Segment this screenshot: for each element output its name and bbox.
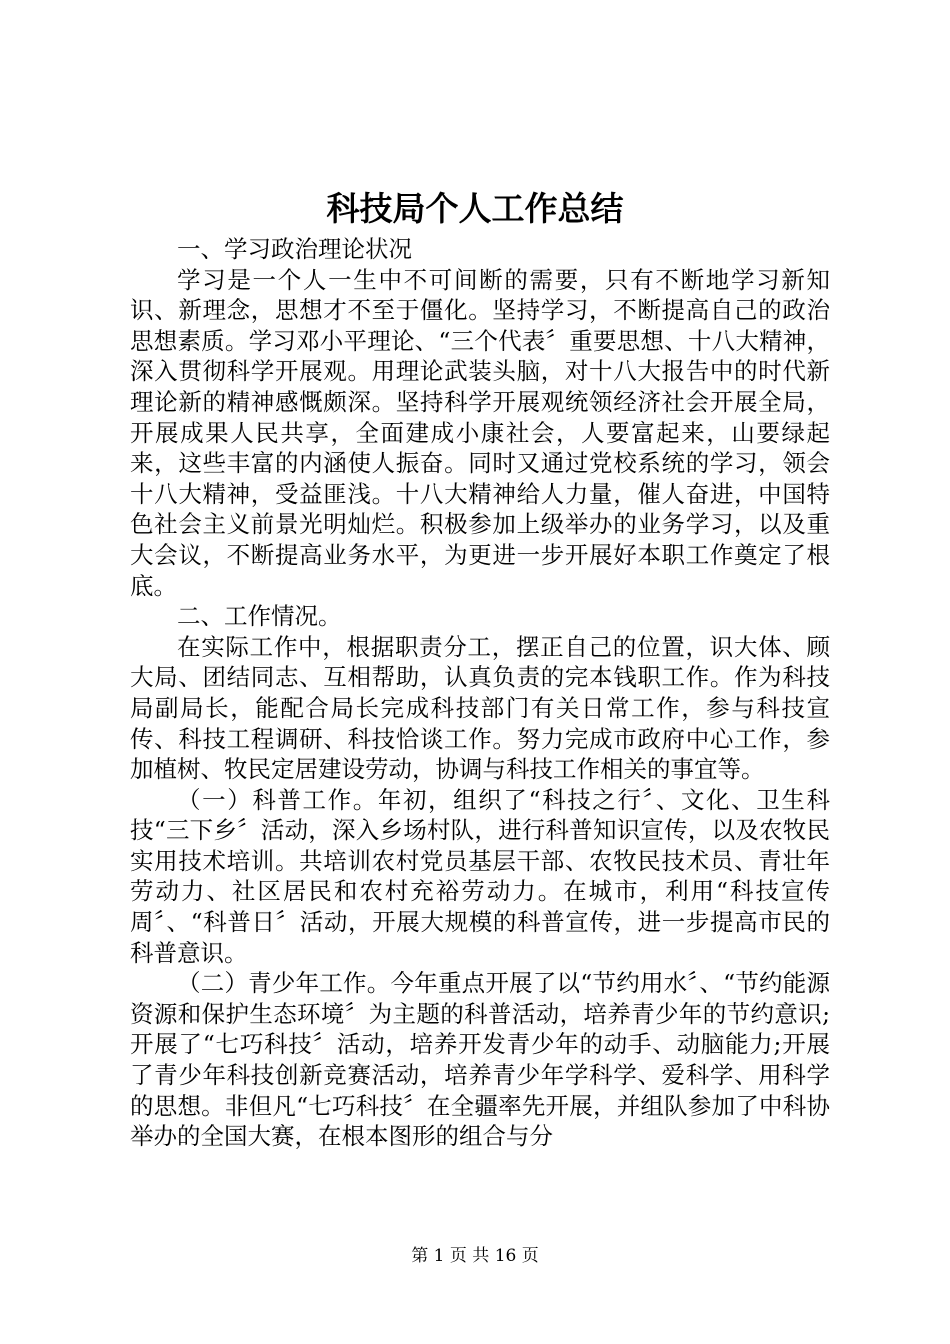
paragraph-study: 学习是一个人一生中不可间断的需要，只有不断地学习新知识、新理念，思想才不至于僵化。坚持学习，不断提高自己的政治思想素质。学习邓小平理论、“三个代表〞重要思想、十八大精神，深入贯彻科学开展观。用理论武装头脑，对十八大报告中的时代新理论新的精神感慨颇深。坚持科学开展观统领经济社会开展全局，开展成果人民共享，全面建成小康社会，人要富起来，山要绿起来，这些丰富的内涵使人振奋。同时又通过党校系统的学习，领会十八大精神，受益匪浅。十八大精神给人力量，催人奋进，中国特色社会主义前景光明灿烂。积极参加上级举办的业务学习，以及重大会议，不断提高业务水平，为更进一步开展好本职工作奠定了根底。 [130,265,830,600]
document-title: 科技局个人工作总结 [326,189,624,228]
paragraph-work: 在实际工作中，根据职责分工，摆正自己的位置，识大体、顾大局、团结同志、互相帮助，认真负责的完本钱职工作。作为科技局副局长，能配合局长完成科技部门有关日常工作，参与科技宣传、科技工程调研、科技恰谈工作。努力完成市政府中心工作，参加植树、牧民定居建设劳动，协调与科技工作相关的事宜等。 [130,632,830,784]
section-heading-work: 二、工作情况。 [177,602,342,631]
paragraph-science-popularization: （一）科普工作。年初，组织了“科技之行〞、文化、卫生科技“三下乡〞活动，深入乡场村队，进行科普知识宣传，以及农牧民实用技术培训。共培训农村党员基层干部、农牧民技术员、青壮年劳动力、社区居民和农村充裕劳动力。在城市，利用“科技宣传周〞、“科普日〞活动，开展大规模的科普宣传，进一步提高市民的科普意识。 [130,785,830,967]
section-heading-politics: 一、学习政治理论状况 [177,235,412,263]
paragraph-youth-work: （二）青少年工作。今年重点开展了以“节约用水〞、“节约能源资源和保护生态环境〞为主题的科普活动，培养青少年的节约意识;开展了“七巧科技〞活动，培养开发青少年的动手、动脑能力;开展了青少年科技创新竞赛活动，培养青少年学科学、爱科学、用科学的思想。非但凡“七巧科技〞在全疆率先开展，并组队参加了中科协举办的全国大赛，在根本图形的组合与分 [130,969,830,1151]
document-body [130,234,830,1152]
page-number-footer: 第 1 页 共 16 页 [411,1246,539,1266]
